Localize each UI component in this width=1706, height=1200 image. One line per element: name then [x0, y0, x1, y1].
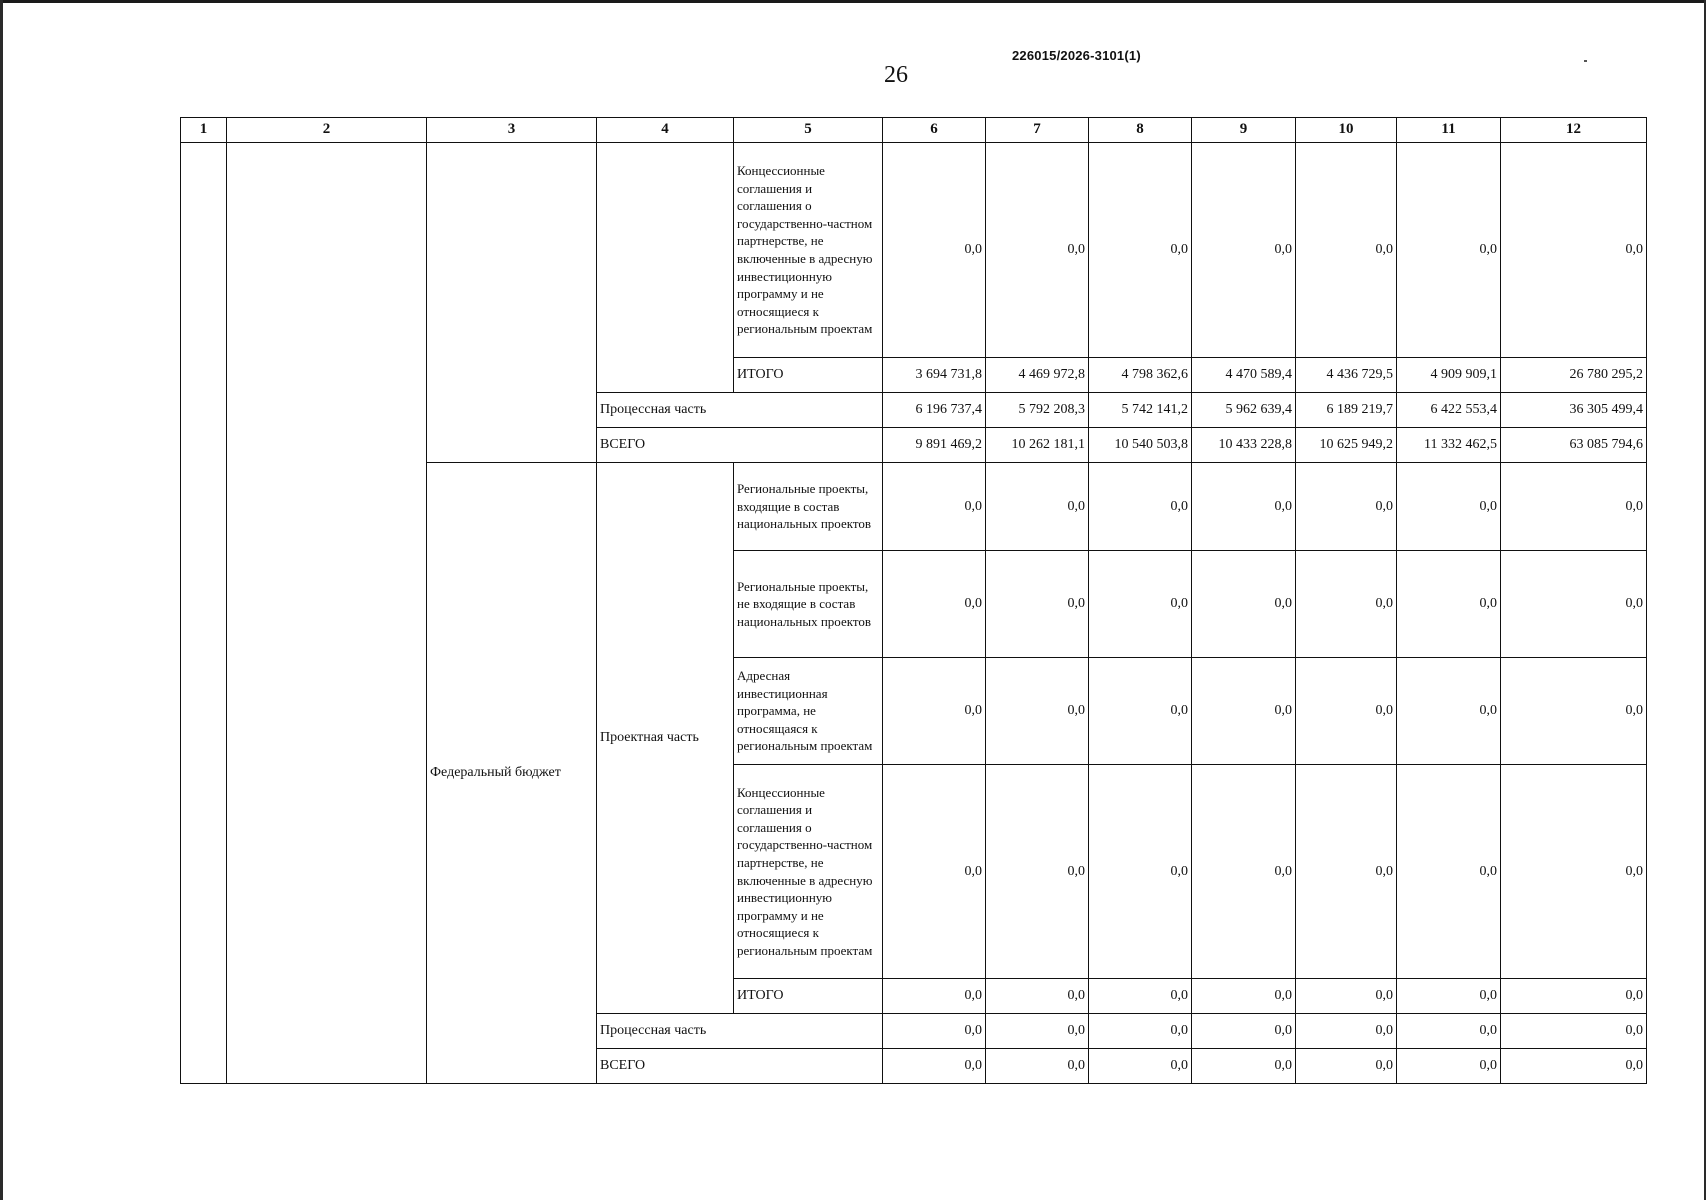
value-cell: 0,0 — [1192, 658, 1296, 765]
col3-blank-cell — [427, 143, 597, 463]
page-number: 26 — [884, 62, 908, 88]
value-cell: 0,0 — [1089, 979, 1192, 1014]
value-cell: 0,0 — [883, 463, 986, 551]
value-cell: 0,0 — [986, 463, 1089, 551]
value-cell: 3 694 731,8 — [883, 358, 986, 393]
row-label: ВСЕГО — [597, 1049, 883, 1084]
header-cell: 10 — [1296, 118, 1397, 143]
header-cell: 5 — [734, 118, 883, 143]
scan-speck — [1584, 60, 1587, 62]
value-cell: 0,0 — [1192, 1014, 1296, 1049]
value-cell: 0,0 — [1192, 1049, 1296, 1084]
registration-number: 226015/2026-3101(1) — [1012, 48, 1141, 63]
value-cell: 0,0 — [883, 658, 986, 765]
value-cell: 0,0 — [1296, 979, 1397, 1014]
row-label: Концессионные соглашения и соглашения о государственно-частном партнерстве, не включенные в адресную инвестиционную программу и не относящиеся к региональным проектам — [734, 143, 883, 358]
value-cell: 0,0 — [883, 1014, 986, 1049]
value-cell: 0,0 — [986, 658, 1089, 765]
value-cell: 0,0 — [1397, 658, 1501, 765]
value-cell: 36 305 499,4 — [1501, 393, 1647, 428]
value-cell: 4 469 972,8 — [986, 358, 1089, 393]
value-cell: 4 470 589,4 — [1192, 358, 1296, 393]
value-cell: 0,0 — [1296, 1049, 1397, 1084]
value-cell: 0,0 — [1089, 765, 1192, 979]
project-part-label: Проектная часть — [597, 463, 734, 1014]
row-label: ИТОГО — [734, 979, 883, 1014]
value-cell: 0,0 — [1296, 1014, 1397, 1049]
value-cell: 0,0 — [1501, 1014, 1647, 1049]
value-cell: 0,0 — [1501, 551, 1647, 658]
value-cell: 0,0 — [986, 1014, 1089, 1049]
value-cell: 0,0 — [1501, 765, 1647, 979]
row-label: Процессная часть — [597, 1014, 883, 1049]
value-cell: 10 433 228,8 — [1192, 428, 1296, 463]
value-cell: 0,0 — [1192, 143, 1296, 358]
value-cell: 0,0 — [1397, 979, 1501, 1014]
funding-source-label: Федеральный бюджет — [427, 463, 597, 1084]
row-label: Региональные проекты, входящие в состав национальных проектов — [734, 463, 883, 551]
col4-blank-cell — [597, 143, 734, 393]
header-cell: 9 — [1192, 118, 1296, 143]
value-cell: 0,0 — [1192, 765, 1296, 979]
value-cell: 10 540 503,8 — [1089, 428, 1192, 463]
value-cell: 4 798 362,6 — [1089, 358, 1192, 393]
row-label: ИТОГО — [734, 358, 883, 393]
table-row-concession — [181, 143, 1647, 358]
value-cell: 0,0 — [986, 979, 1089, 1014]
header-cell: 12 — [1501, 118, 1647, 143]
value-cell: 0,0 — [986, 143, 1089, 358]
header-cell: 3 — [427, 118, 597, 143]
value-cell: 6 196 737,4 — [883, 393, 986, 428]
value-cell: 0,0 — [1501, 1049, 1647, 1084]
scan-top-edge — [0, 0, 1706, 3]
header-cell: 8 — [1089, 118, 1192, 143]
value-cell: 0,0 — [1501, 979, 1647, 1014]
value-cell: 0,0 — [1397, 1049, 1501, 1084]
scan-left-edge — [0, 0, 3, 1200]
value-cell: 0,0 — [1397, 1014, 1501, 1049]
value-cell: 0,0 — [883, 1049, 986, 1084]
value-cell: 0,0 — [883, 765, 986, 979]
col2-blank-cell — [227, 143, 427, 1084]
col1-blank-cell — [181, 143, 227, 1084]
value-cell: 0,0 — [986, 765, 1089, 979]
value-cell: 0,0 — [1397, 463, 1501, 551]
value-cell: 5 792 208,3 — [986, 393, 1089, 428]
value-cell: 0,0 — [883, 143, 986, 358]
value-cell: 6 422 553,4 — [1397, 393, 1501, 428]
value-cell: 0,0 — [1089, 463, 1192, 551]
value-cell: 0,0 — [1192, 463, 1296, 551]
value-cell: 0,0 — [1089, 143, 1192, 358]
header-cell: 11 — [1397, 118, 1501, 143]
row-label: Концессионные соглашения и соглашения о государственно-частном партнерстве, не включенные в адресную инвестиционную программу и не относящиеся к региональным проектам — [734, 765, 883, 979]
value-cell: 6 189 219,7 — [1296, 393, 1397, 428]
value-cell: 0,0 — [1397, 551, 1501, 658]
row-label: Региональные проекты, не входящие в состав национальных проектов — [734, 551, 883, 658]
value-cell: 5 962 639,4 — [1192, 393, 1296, 428]
value-cell: 0,0 — [1089, 658, 1192, 765]
value-cell: 0,0 — [1501, 463, 1647, 551]
value-cell: 0,0 — [1397, 765, 1501, 979]
value-cell: 0,0 — [1296, 765, 1397, 979]
row-label: Адресная инвестиционная программа, не относящаяся к региональным проектам — [734, 658, 883, 765]
value-cell: 4 909 909,1 — [1397, 358, 1501, 393]
value-cell: 0,0 — [1192, 551, 1296, 658]
value-cell: 0,0 — [1089, 1049, 1192, 1084]
value-cell: 0,0 — [883, 979, 986, 1014]
value-cell: 0,0 — [1192, 979, 1296, 1014]
value-cell: 4 436 729,5 — [1296, 358, 1397, 393]
value-cell: 5 742 141,2 — [1089, 393, 1192, 428]
value-cell: 0,0 — [1296, 143, 1397, 358]
value-cell: 0,0 — [1296, 551, 1397, 658]
header-cell: 6 — [883, 118, 986, 143]
row-label: ВСЕГО — [597, 428, 883, 463]
header-cell: 1 — [181, 118, 227, 143]
value-cell: 0,0 — [1397, 143, 1501, 358]
header-row — [181, 118, 1647, 143]
value-cell: 10 262 181,1 — [986, 428, 1089, 463]
budget-table — [180, 117, 1647, 1084]
row-label: Процессная часть — [597, 393, 883, 428]
value-cell: 0,0 — [1089, 551, 1192, 658]
value-cell: 0,0 — [1501, 658, 1647, 765]
header-cell: 4 — [597, 118, 734, 143]
value-cell: 0,0 — [986, 1049, 1089, 1084]
value-cell: 0,0 — [1089, 1014, 1192, 1049]
value-cell: 0,0 — [883, 551, 986, 658]
value-cell: 0,0 — [986, 551, 1089, 658]
value-cell: 0,0 — [1501, 143, 1647, 358]
header-cell: 2 — [227, 118, 427, 143]
value-cell: 10 625 949,2 — [1296, 428, 1397, 463]
value-cell: 0,0 — [1296, 658, 1397, 765]
value-cell: 11 332 462,5 — [1397, 428, 1501, 463]
value-cell: 9 891 469,2 — [883, 428, 986, 463]
value-cell: 26 780 295,2 — [1501, 358, 1647, 393]
value-cell: 63 085 794,6 — [1501, 428, 1647, 463]
value-cell: 0,0 — [1296, 463, 1397, 551]
header-cell: 7 — [986, 118, 1089, 143]
